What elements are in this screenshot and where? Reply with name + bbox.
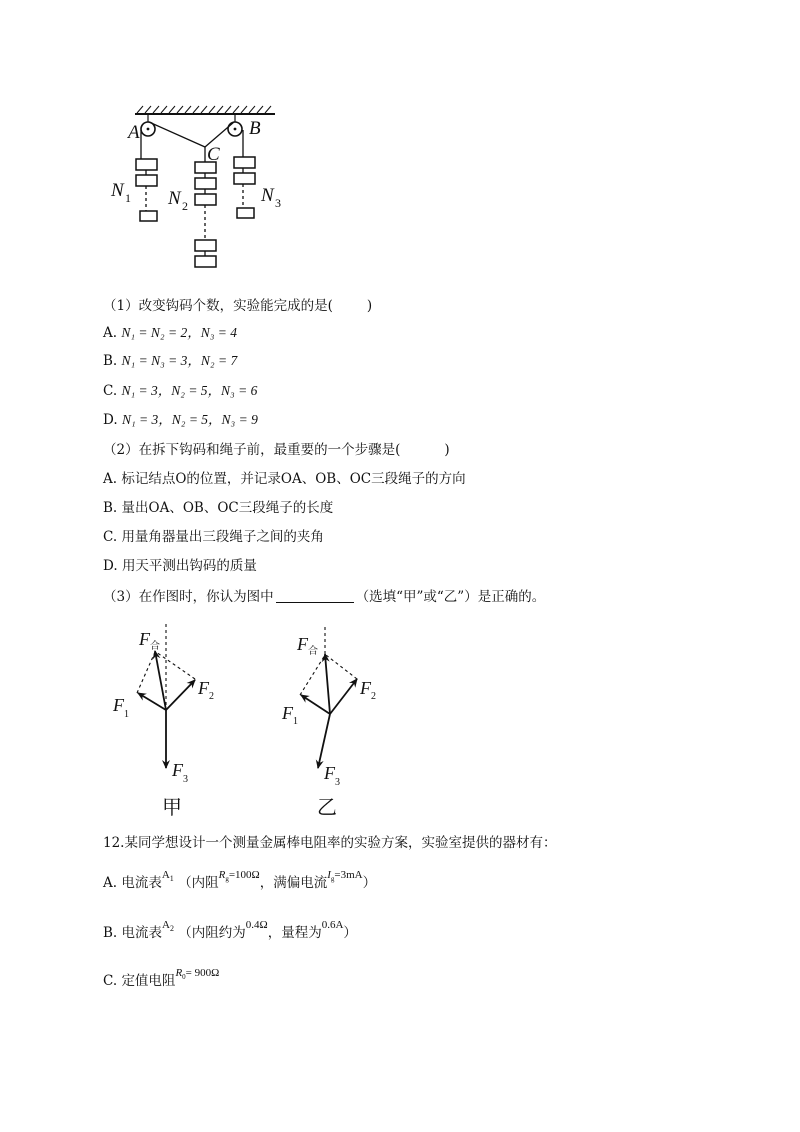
q12-option-a: A. 电流表$^{A_1}$ （内阻$^{R_g=100\Omega}$，满偏电流$^{I_g=3mA}$）: [103, 869, 377, 891]
q2-option-d: D. 用天平测出钩码的质量: [103, 558, 257, 574]
label-n3: N: [261, 185, 274, 206]
q2-option-a: A. 标记结点O的位置，并记录OA、OB、OC三段绳子的方向: [103, 471, 466, 487]
jia-f-he-sub: 合: [150, 641, 160, 652]
jia-f-he: F: [139, 629, 150, 649]
q1-stem: （1）改变钩码个数，实验能完成的是( ): [103, 298, 373, 314]
label-yi: 乙: [317, 797, 337, 819]
q3-answer-blank[interactable]: [276, 588, 354, 603]
label-n2-sub: 2: [182, 199, 188, 213]
label-n1-sub: 1: [125, 191, 131, 205]
force-diagrams: [105, 618, 405, 818]
label-jia: 甲: [162, 797, 182, 819]
q12-option-b: B. 电流表$^{A_2}$ （内阻约为$^{0.4\Omega}$，量程为$^{0.6A}$）: [103, 919, 357, 941]
yi-f3-sub: 3: [335, 777, 340, 788]
q12-option-c: C. 定值电阻$^{R_0= 900\Omega}$: [103, 967, 220, 989]
q2-option-b: B. 量出OA、OB、OC三段绳子的长度: [103, 500, 334, 516]
yi-f3: F: [324, 763, 335, 783]
yi-f2: F: [360, 678, 371, 698]
jia-f1: F: [113, 695, 124, 715]
label-a: A: [128, 122, 140, 143]
yi-f-he: F: [297, 634, 308, 654]
pulley-diagram: [111, 103, 285, 273]
q1-option-c: C. N₁ = 3，N₂ = 5，N₃ = 6: [103, 383, 258, 399]
label-n1: N: [111, 180, 124, 201]
diagram-jia: [112, 624, 214, 819]
yi-f1-sub: 1: [293, 716, 298, 727]
label-n3-sub: 3: [275, 196, 281, 210]
label-b: B: [249, 118, 261, 139]
q12-stem: 12.某同学想设计一个测量金属棒电阻率的实验方案，实验室提供的器材有：: [103, 835, 557, 851]
q2-option-c: C. 用量角器量出三段绳子之间的夹角: [103, 529, 324, 545]
yi-f1: F: [282, 703, 293, 723]
pulley-a: [141, 114, 155, 136]
q1-option-b: B. N₁ = N₃ = 3，N₂ = 7: [103, 353, 238, 369]
jia-f3: F: [172, 760, 183, 780]
jia-f2: F: [198, 678, 209, 698]
q3-stem: （3）在作图时，你认为图中 （选填“甲”或“乙”）是正确的。: [103, 589, 546, 605]
q1-option-d: D. N₁ = 3，N₂ = 5，N₃ = 9: [103, 412, 258, 428]
q2-stem: （2）在拆下钩码和绳子前，最重要的一个步骤是( ): [103, 442, 450, 458]
jia-f3-sub: 3: [183, 774, 188, 785]
diagram-yi: [281, 624, 376, 819]
label-n2: N: [168, 188, 181, 209]
yi-f-he-sub: 合: [308, 646, 318, 657]
yi-f2-sub: 2: [371, 691, 376, 702]
label-c: C: [207, 144, 220, 165]
q1-option-a: A. N₁ = N₂ = 2，N₃ = 4: [103, 325, 238, 341]
jia-f2-sub: 2: [209, 691, 214, 702]
jia-f1-sub: 1: [124, 709, 129, 720]
